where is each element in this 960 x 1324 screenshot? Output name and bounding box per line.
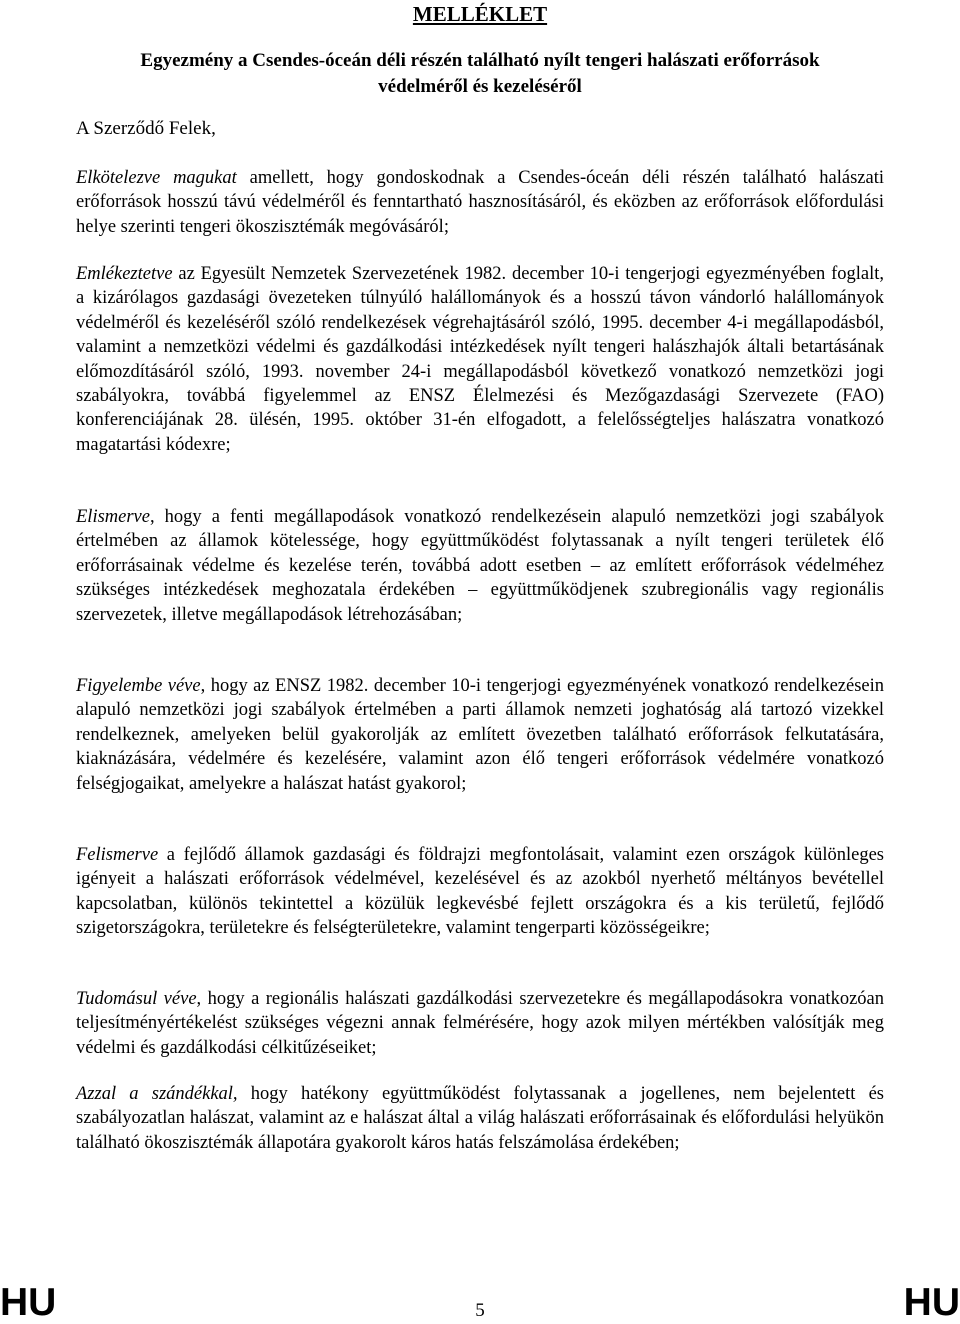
paragraph-5 bbox=[76, 843, 884, 941]
paragraph-7-lead: Azzal a szándékkal, bbox=[76, 1084, 238, 1104]
paragraph-3 bbox=[76, 505, 884, 627]
footer-language-code-right: HU bbox=[903, 1281, 960, 1324]
subtitle-line-2: védelméről és kezeléséről bbox=[378, 76, 582, 97]
paragraph-7-text: hogy hatékony együttműködést folytassanak a jogellenes, nem bejelentett és szabályozatlan halászat, valamint az e halászat által a világ halászati erőforrásainak és előfordulási helyükön található ökoszisztémák állapotára gyakorolt káros hatás felszámolása érdekében; bbox=[76, 1084, 884, 1153]
subtitle-line-1: Egyezmény a Csendes-óceán déli részén található nyílt tengeri halászati erőforrások bbox=[140, 50, 820, 71]
paragraph-6-lead: Tudomásul véve bbox=[76, 989, 197, 1009]
paragraph-4 bbox=[76, 674, 884, 796]
paragraph-2 bbox=[76, 262, 884, 457]
paragraph-3-text: , hogy a fenti megállapodások vonatkozó rendelkezésein alapuló nemzetközi jogi szabályok értelmében az államok kötelessége, hogy együttműködést folytassanak a nyílt tengeri területek élő erőforrásainak védelme és kezelése terén, továbbá adott esetben – az említett erőforrások védelméhez szükséges intézkedések meghozatala érdekében – együttműködjenek szubregionális vagy regionális szervezetek, illetve megállapodások létrehozásában; bbox=[76, 507, 884, 625]
document-subtitle bbox=[76, 48, 884, 100]
paragraph-5-lead: Felismerve bbox=[76, 845, 159, 865]
paragraph-5-text: a fejlődő államok gazdasági és földrajzi megfontolásait, valamint ezen országok különleges igényeit a halászati erőforrások védelmével, kezelésével és az azokból nyerhető méltányos bevétellel kapcsolatban, különös tekintettel a közülük legkevésbé fejlett országokra és a kis területű, fejlődő szigetországokra, területekre és felségterületekre, valamint tengerparti közösségeikre; bbox=[76, 845, 884, 939]
paragraph-1-lead: Elkötelezve magukat bbox=[76, 168, 237, 188]
page-number: 5 bbox=[475, 1300, 485, 1321]
paragraph-6 bbox=[76, 987, 884, 1060]
paragraph-7 bbox=[76, 1082, 884, 1155]
paragraph-1-text: amellett, hogy gondoskodnak a Csendes-óceán déli részén található halászati erőforrások hosszú távú védelméről és fenntartható hasznosításáról, és eközben az erőforrások előfordulási helye szerinti tengeri ökoszisztémák megóvásáról; bbox=[76, 168, 884, 237]
footer-language-code-left: HU bbox=[0, 1281, 57, 1324]
paragraph-2-text: az Egyesült Nemzetek Szervezetének 1982. december 10-i tengerjogi egyezményében foglalt, a kizárólagos gazdasági övezeteken túlnyúló halállományok és a hosszú távon vándorló halállományok védelméről és kezeléséről szóló rendelkezések végrehajtásáról szóló, 1995. december 4-i megállapodásból, valamint a nemzetközi védelmi és gazdálkodási intézkedések nyílt tengeri halászhajók általi betartásának előmozdításáról szóló, 1993. november 24-i megállapodásból következő vonatkozó nemzetközi jogi szabályokra, továbbá figyelemmel az ENSZ Élelmezési és Mezőgazdasági Szervezete (FAO) konferenciájának 28. ülésén, 1995. október 31-én elfogadott, a felelősségteljes halászatra vonatkozó magatartási kódexre; bbox=[76, 264, 884, 455]
document-heading: MELLÉKLET bbox=[412, 2, 548, 26]
paragraph-1 bbox=[76, 166, 884, 239]
paragraph-6-text: , hogy a regionális halászati gazdálkodási szervezetekre és megállapodásokra vonatkozóan teljesítményértékelést szükséges végezni annak felmérésére, hogy azok milyen mértékben valósítják meg védelmi és gazdálkodási célkitűzéseiket; bbox=[76, 989, 884, 1058]
paragraph-4-text: , hogy az ENSZ 1982. december 10-i tengerjogi egyezményének vonatkozó rendelkezésein alapuló nemzetközi jogi szabályok értelmében a parti államok nemzeti joghatóság alá tartozó vizekkel rendelkeznek, amelyeken belül gyakorolják az említett övezetben található erőforrások felkutatására, kiaknázására, védelmére és kezelésére, valamint azon élő tengeri erőforrások védelmére vonatkozó felségjogaikat, amelyekre a halászat hatást gyakorol; bbox=[76, 676, 885, 794]
paragraph-4-lead: Figyelembe véve bbox=[76, 676, 201, 696]
paragraph-2-lead: Emlékeztetve bbox=[76, 264, 173, 284]
parties-line: A Szerződő Felek, bbox=[76, 118, 216, 139]
paragraph-3-lead: Elismerve bbox=[76, 507, 150, 527]
